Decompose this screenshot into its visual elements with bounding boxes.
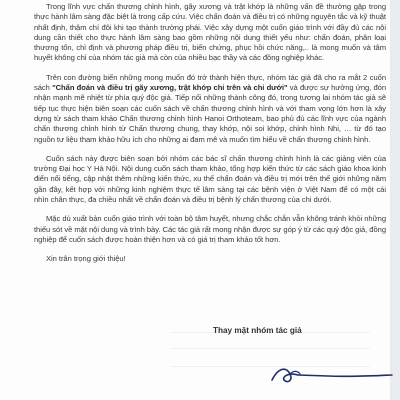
paragraph-books (34, 73, 386, 145)
bleed-through-line (170, 348, 370, 349)
signature-title: Thay mặt nhóm tác giả (213, 326, 302, 335)
page-edge-strip (390, 0, 400, 400)
paragraph-books-rest: và được sự hưởng ứng, đón nhận mạnh mẽ nhiệt từ phía quý độc giả. Tiếp nối những thành công đó, trong tương lai nhóm tác giả sẽ tiếp tục thực hiện biên soạn các cuốn sách về chấn thương chỉnh hình và với tham vọng lớn hơn là xây dựng từ sách tham khảo Chấn thương chỉnh hình Hanoi Orthoteam, bao phủ đủ các lĩnh vực của ngành chấn thương chỉnh hình từ Chấn thương chung, thay khớp, nội soi khớp, chỉnh hình Nhi, … từ đó tạo nguồn tư liệu tham khảo hữu ích cho những ai đam mê và muốn tìm hiểu về chấn thương chỉnh hình. (34, 83, 386, 144)
paragraph-intro: Trong lĩnh vực chấn thương chỉnh hình, gãy xương và trật khớp là những vấn đề thường gặp trong thực hành lâm sàng đặc biệt là trong cấp cứu. Việc chẩn đoán và điều trị có những nguyên tắc và kỹ thuật nhất định, thậm chí đôi khi tạo thành trường phái. Việc xây dựng một cuốn giáo trình với đầy đủ các nội dung cần thiết cho thực hành lâm sàng bao gồm những nội dung thiết yếu như: chẩn đoán, phân loại thương tổn, chỉ định và phương pháp điều trị, biến chứng, phục hồi chức năng,.. là mong muốn và tâm huyết không chỉ của nhóm tác giả mà còn của nhiều bạc thầy và các đồng nghiệp khác. (34, 2, 386, 63)
paragraph-feedback: Mặc dù xuất bản cuốn giáo trình với toàn bộ tâm huyết, nhưng chắc chắn vẫn không tránh khỏi những thiếu sót về mặt nội dung và trình bày. Các tác giả rất mong nhận được sự góp ý từ các quý độc giả, đồng nghiệp để cuốn sách được hoàn thiện hơn và có giá trị tham khảo tốt hơn. (34, 214, 386, 244)
preface-body (34, 2, 386, 274)
handwritten-signature (268, 350, 398, 390)
book-title-bold: "Chẩn đoán và điều trị gãy xương, trật khớp chi trên và chi dưới" (52, 83, 288, 93)
paragraph-books-lead: Trên con đường biến những mong muốn đó trở thành hiện thực, nhóm tác giả đã cho ra mắt 2 cuốn sách (34, 72, 386, 93)
paragraph-closing: Xin trân trọng giới thiệu! (46, 254, 126, 264)
paragraph-authors: Cuốn sách này được biên soạn bởi nhóm các bác sĩ chấn thương chỉnh hình là các giảng viên của trường Đại học Y Hà Nội. Nội dung cuốn sách tham khảo, tổng hợp kiến thức từ các sách giáo khoa kinh điển nổi tiếng, cập nhật thêm những kiến thức, xu thế chẩn đoán và điều trị mới trên thế giới những năm gần đây, kết hợp với những kinh nghiệm thực tế lâm sàng tại các bệnh viện ở Việt Nam để có một cái nhìn chân thực, đa chiều nhất về chẩn đoán và điều trị bệnh lý chấn thương của chi dưới. (34, 153, 386, 205)
